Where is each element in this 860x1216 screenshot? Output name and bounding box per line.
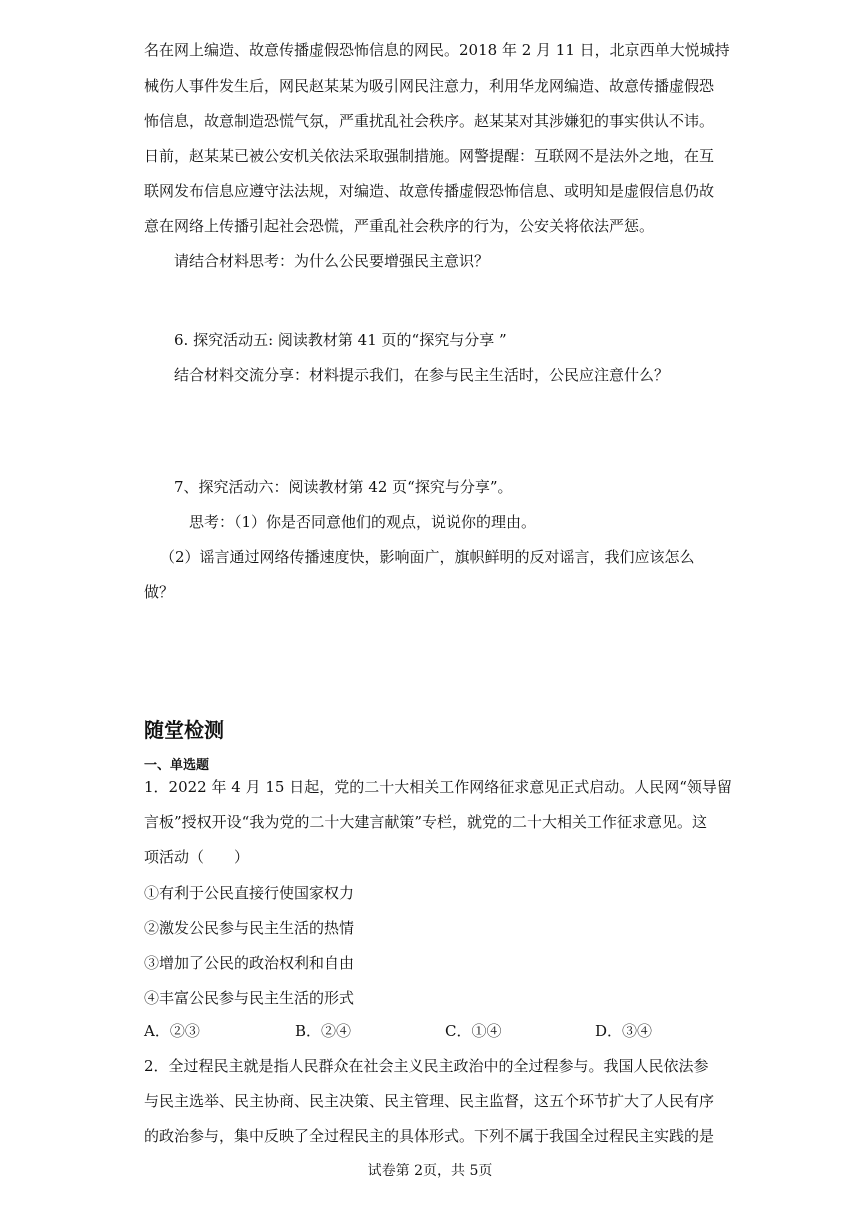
- option-d[interactable]: D．③④: [595, 1022, 653, 1040]
- material-line: 日前，赵某某已被公安机关依法采取强制措施。网警提醒：互联网不是法外之地，在互: [144, 147, 715, 165]
- question-5-prompt: 请结合材料思考：为什么公民要增强民主意识？: [174, 252, 490, 270]
- activity-6-prompt: 结合材料交流分享：材料提示我们，在参与民主生活时，公民应注意什么？: [174, 366, 670, 384]
- page-footer: 试卷第 2页，共 5页: [367, 1163, 493, 1179]
- statement-3: ③增加了公民的政治权利和自由: [144, 954, 355, 972]
- activity-7-question-2-line: （2）谣言通过网络传播速度快，影响面广，旗帜鲜明的反对谣言，我们应该怎么: [160, 548, 695, 566]
- question-2-stem-line: 2．全过程民主就是指人民群众在社会主义民主政治中的全过程参与。我国人民依法参: [144, 1057, 709, 1075]
- question-1-stem-line: 项活动（ ）: [144, 848, 250, 866]
- material-line: 联网发布信息应遵守法法规，对编造、故意传播虚假恐怖信息、或明知是虚假信息仍故: [144, 182, 715, 200]
- subsection-title: 一、单选题: [144, 758, 210, 773]
- activity-6-title: 6. 探究活动五: 阅读教材第 41 页的“探究与分享 ”: [174, 331, 507, 349]
- statement-1: ①有利于公民直接行使国家权力: [144, 884, 355, 902]
- material-line: 械伤人事件发生后，网民赵某某为吸引网民注意力，利用华龙网编造、故意传播虚假恐: [144, 77, 715, 95]
- option-a[interactable]: A．②③: [144, 1022, 200, 1040]
- activity-7-question-2-line: 做？: [144, 583, 175, 601]
- section-title: 随堂检测: [144, 718, 224, 742]
- activity-7-title: 7、探究活动六：阅读教材第 42 页“探究与分享”。: [174, 478, 513, 496]
- question-2-stem-line: 与民主选举、民主协商、民主决策、民主管理、民主监督，这五个环节扩大了人民有序: [144, 1092, 715, 1110]
- statement-2: ②激发公民参与民主生活的热情: [144, 919, 355, 937]
- material-line: 意在网络上传播引起社会恐慌，严重乱社会秩序的行为，公安关将依法严惩。: [144, 217, 655, 235]
- question-1-stem-line: 1．2022 年 4 月 15 日起，党的二十大相关工作网络征求意见正式启动。人民网“领导留: [144, 778, 732, 796]
- activity-7-question-1: 思考：（1）你是否同意他们的观点，说说你的理由。: [189, 513, 537, 531]
- option-c[interactable]: C．①④: [445, 1022, 502, 1040]
- question-2-stem-line: 的政治参与，集中反映了全过程民主的具体形式。下列不属于我国全过程民主实践的是: [144, 1127, 715, 1145]
- material-line: 怖信息，故意制造恐慌气氛，严重扰乱社会秩序。赵某某对其涉嫌犯的事实供认不讳。: [144, 112, 715, 130]
- material-line: 名在网上编造、故意传播虚假恐怖信息的网民。2018 年 2 月 11 日，北京西单大悦城持: [144, 41, 730, 59]
- question-1-stem-line: 言板”授权开设“我为党的二十大建言献策”专栏，就党的二十大相关工作征求意见。这: [144, 813, 708, 831]
- option-b[interactable]: B．②④: [295, 1022, 352, 1040]
- statement-4: ④丰富公民参与民主生活的形式: [144, 989, 355, 1007]
